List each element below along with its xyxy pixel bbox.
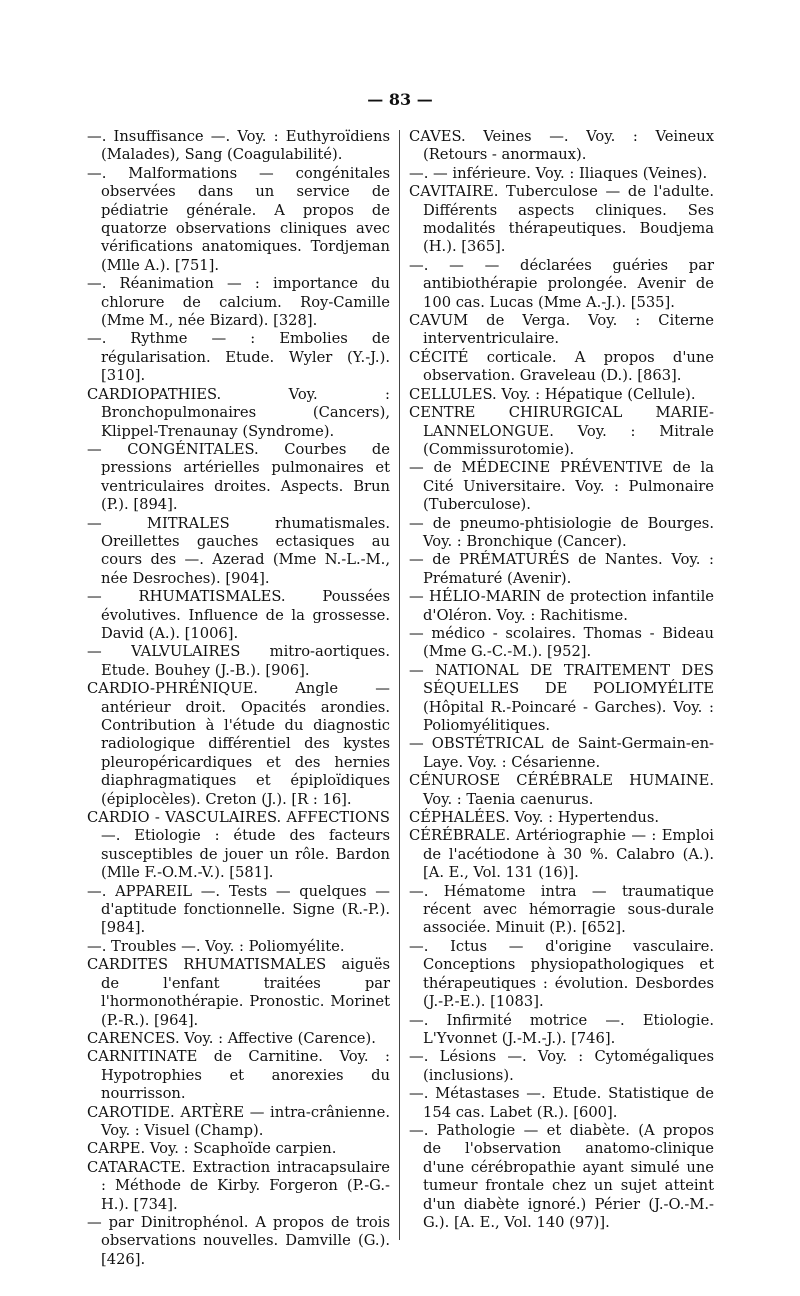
index-entry: — VALVULAIRES mitro-aortiques. Etude. Bouhey (J.-B.). [906].	[87, 643, 390, 679]
index-entry: —. Pathologie — et diabète. (A propos de l'observation anatomo-clinique d'une cérébropathie ayant simulé une tumeur frontale chez un sujet atteint d'un diabète ignoré.) Périer (J.-O.-M.-G.). [A. E., Vol. 140 (97)].	[409, 1121, 714, 1231]
index-entry: — HÉLIO-MARIN de protection infantile d'Oléron. Voy. : Rachitisme.	[409, 588, 714, 624]
index-entry: CÉCITÉ corticale. A propos d'une observation. Graveleau (D.). [863].	[409, 348, 714, 385]
index-entry: CELLULES. Voy. : Hépatique (Cellule).	[409, 385, 696, 403]
index-entry: —. Troubles —. Voy. : Poliomyélite.	[87, 937, 345, 955]
index-entry: —. — — déclarées guéries par antibiothérapie prolongée. Avenir de 100 cas. Lucas (Mme A.-J.). [535].	[409, 256, 714, 311]
index-entry: CARENCES. Voy. : Affective (Carence).	[87, 1029, 376, 1047]
page-number: — 83 —	[367, 90, 433, 109]
index-entry: CAVES. Veines —. Voy. : Veineux (Retours - anormaux).	[409, 128, 714, 164]
index-entry: — OBSTÉTRICAL de Saint-Germain-en-Laye. Voy. : Césarienne.	[409, 735, 714, 771]
index-entry: —. Malformations — congénitales observées dans un service de pédiatrie générale. A propos de quatorze observations cliniques avec vérifications anatomiques. Tordjeman (Mlle A.). [751].	[87, 164, 390, 274]
index-entry: — de pneumo-phtisiologie de Bourges. Voy. : Bronchique (Cancer).	[409, 514, 714, 550]
index-entry: —. APPAREIL —. Tests — quelques — d'aptitude fonctionnelle. Signe (R.-P.). [984].	[87, 882, 390, 937]
index-entry: — de MÉDECINE PRÉVENTIVE de la Cité Universitaire. Voy. : Pulmonaire (Tuberculose).	[409, 459, 714, 514]
index-entry: CARDIOPATHIES. Voy. : Bronchopulmonaires (Cancers), Klippel-Trenaunay (Syndrome).	[87, 385, 390, 440]
index-entry: — médico - scolaires. Thomas - Bideau (Mme G.-C.-M.). [952].	[409, 624, 714, 661]
index-entry: CÉNUROSE CÉRÉBRALE HUMAINE. Voy. : Taenia caenurus.	[409, 772, 714, 808]
index-entry: —. Lésions —. Voy. : Cytomégaliques (inclusions).	[409, 1048, 714, 1084]
index-entry: —. — inférieure. Voy. : Iliaques (Veines).	[409, 164, 708, 182]
index-entry: —. Insuffisance —. Voy. : Euthyroïdiens (Malades), Sang (Coagulabilité).	[87, 128, 390, 164]
index-entry: CÉPHALÉES. Voy. : Hypertendus.	[409, 809, 660, 827]
index-entry: CAVITAIRE. Tuberculose — de l'adulte. Différents aspects cliniques. Ses modalités thérapeutiques. Boudjema (H.). [365].	[409, 183, 714, 256]
index-entry: CENTRE CHIRURGICAL MARIE-LANNELONGUE. Voy. : Mitrale (Commissurotomie).	[409, 404, 714, 458]
index-entry: — CONGÉNITALES. Courbes de pressions artérielles pulmonaires et ventriculaires droites. Aspects. Brun (P.). [894].	[87, 440, 390, 514]
index-entry: — RHUMATISMALES. Poussées évolutives. Influence de la grossesse. David (A.). [1006].	[87, 588, 390, 642]
index-entry: CARDITES RHUMATISMALES aiguës de l'enfant traitées par l'hormonothérapie. Pronostic. Morinet (P.-R.). [964].	[87, 956, 390, 1029]
index-entry: — MITRALES rhumatismales. Oreillettes gauches ectasiques au cours des —. Azerad (Mme N.-L.-M., née Desroches). [904].	[87, 514, 390, 587]
index-entry: CARNITINATE de Carnitine. Voy. : Hypotrophies et anorexies du nourrisson.	[87, 1048, 390, 1103]
index-entry: — NATIONAL DE TRAITEMENT DES SÉQUELLES DE POLIOMYÉLITE (Hôpital R.-Poincaré - Garches). Voy. : Poliomyélitiques.	[409, 661, 714, 734]
index-entry: CARDIO - VASCULAIRES. AFFECTIONS —. Etiologie : étude des facteurs susceptibles de jouer un rôle. Bardon (Mlle F.-O.M.-V.). [581].	[87, 809, 390, 882]
index-entry: —. Ictus — d'origine vasculaire. Conceptions physiopathologiques et thérapeutiques : évolution. Desbordes (J.-P.-E.). [1083].	[409, 937, 714, 1011]
index-entry: — de PRÉMATURÉS de Nantes. Voy. : Prématuré (Avenir).	[409, 551, 714, 587]
index-entry: —. Réanimation — : importance du chlorure de calcium. Roy-Camille (Mme M., née Bizard). [328].	[87, 275, 390, 330]
index-entry: —. Hématome intra — traumatique récent avec hémorragie sous-durale associée. Minuit (P.). [652].	[409, 882, 714, 937]
index-entry: CARPE. Voy. : Scaphoïde carpien.	[87, 1140, 337, 1158]
column-divider	[399, 130, 400, 1240]
index-entry: CARDIO-PHRÉNIQUE. Angle — antérieur droit. Opacités arondies. Contribution à l'étude du diagnostic radiologique différentiel des kystes pleuropéricardiques et des hernies diaphragmatiques et épiploïdiques (épiplocèles). Creton (J.). [R : 16].	[87, 680, 390, 808]
index-entry: CAROTIDE. ARTÈRE — intra-crânienne. Voy. : Visuel (Champ).	[87, 1103, 390, 1139]
index-entry: CATARACTE. Extraction intracapsulaire : Méthode de Kirby. Forgeron (P.-G.-H.). [734].	[87, 1158, 390, 1213]
right-column	[409, 128, 714, 1232]
index-entry: CÉRÉBRALE. Artériographie — : Emploi de l'acétiodone à 30 %. Calabro (A.). [A. E., Vol. 131 (16)].	[409, 827, 714, 882]
index-entry: — par Dinitrophénol. A propos de trois observations nouvelles. Damville (G.). [426].	[87, 1213, 390, 1268]
left-column	[87, 128, 390, 1269]
index-entry: —. Métastases —. Etude. Statistique de 154 cas. Labet (R.). [600].	[409, 1085, 714, 1121]
index-entry: —. Infirmité motrice —. Etiologie. L'Yvonnet (J.-M.-J.). [746].	[409, 1011, 714, 1047]
index-entry: CAVUM de Verga. Voy. : Citerne interventriculaire.	[409, 312, 714, 348]
index-entry: —. Rythme — : Embolies de régularisation. Etude. Wyler (Y.-J.). [310].	[87, 330, 390, 385]
